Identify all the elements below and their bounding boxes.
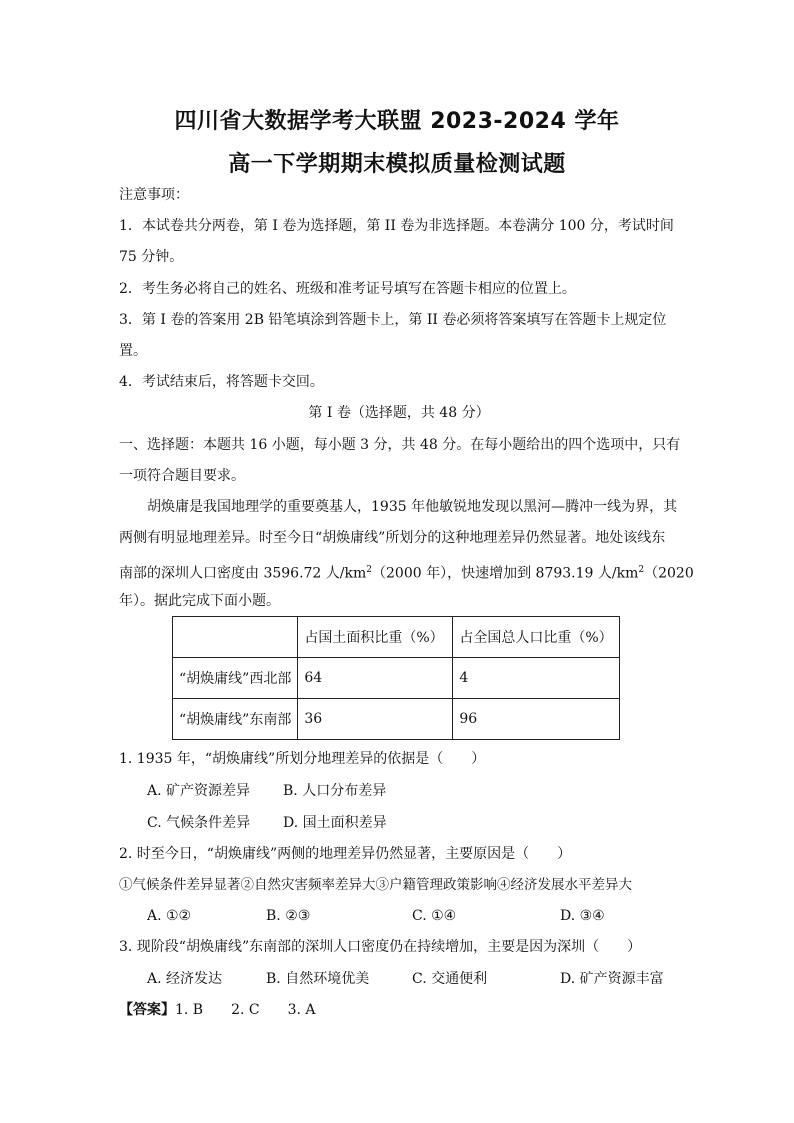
question-option[interactable]: D. 国土面积差异 xyxy=(283,815,387,831)
question-option[interactable]: B. 人口分布差异 xyxy=(283,783,387,799)
notice-item: 75 分钟。 xyxy=(119,249,184,265)
section-title: 第 I 卷（选择题，共 48 分） xyxy=(308,405,490,421)
notice-item: 1．本试卷共分两卷，第 I 卷为选择题，第 II 卷为非选择题。本卷满分 100 分，考试时间 xyxy=(119,218,674,234)
answer-line xyxy=(119,1001,679,1019)
exam-title-line1: 四川省大数据学考大联盟 2023-2024 学年 xyxy=(174,109,620,134)
question-stem: 2. 时至今日，“胡焕庸线”两侧的地理差异仍然显著，主要原因是（ ） xyxy=(119,846,572,862)
question-option[interactable]: A. 矿产资源差异 xyxy=(147,783,251,799)
passage-text: 胡焕庸是我国地理学的重要奠基人，1935 年他敏锐地发现以黑河—腾冲一线为界，其 xyxy=(147,499,678,515)
table-cell: 4 xyxy=(453,658,619,699)
question-option[interactable]: C. ①④ xyxy=(412,908,457,924)
table-header-cell: 占全国总人口比重（%） xyxy=(453,617,619,658)
population-area-table xyxy=(172,616,620,740)
answer-values: 1. B 2. C 3. A xyxy=(175,1002,316,1018)
question-option[interactable]: D. ③④ xyxy=(560,908,605,924)
question-option[interactable]: A. ①② xyxy=(147,908,192,924)
question-option[interactable]: A. 经济发达 xyxy=(147,971,223,987)
table-cell: 36 xyxy=(298,699,453,740)
question-statement: ①气候条件差异显著②自然灾害频率差异大③户籍管理政策影响④经济发展水平差异大 xyxy=(119,877,632,893)
notice-item: 3．第 I 卷的答案用 2B 铅笔填涂到答题卡上，第 II 卷必须将答案填写在答题卡上规定位 xyxy=(119,312,667,328)
notice-heading: 注意事项： xyxy=(119,187,189,203)
passage-text: 南部的深圳人口密度由 3596.72 人$/km^2(2000$ 年），快速增加到 8793.19 人$/km^2(2020$ xyxy=(119,565,694,582)
exam-title-line2: 高一下学期期末模拟质量检测试题 xyxy=(228,152,566,177)
question-option[interactable]: C. 气候条件差异 xyxy=(147,815,251,831)
notice-item: 置。 xyxy=(119,343,147,359)
table-cell: 96 xyxy=(453,699,619,740)
notice-item: 2．考生务必将自己的姓名、班级和准考证号填写在答题卡相应的位置上。 xyxy=(119,281,576,297)
notice-item: 4．考试结束后，将答题卡交回。 xyxy=(119,374,324,390)
question-stem: 1. 1935 年，“胡焕庸线”所划分地理差异的依据是（ ） xyxy=(119,751,486,767)
passage-text: 两侧有明显地理差异。时至今日“胡焕庸线”所划分的这种地理差异仍然显著。地处该线东 xyxy=(119,530,666,546)
passage-text: 年）。据此完成下面小题。 xyxy=(119,593,280,609)
table-cell: “胡焕庸线”东南部 xyxy=(173,699,298,740)
table-row xyxy=(173,658,620,699)
question-stem: 3. 现阶段“胡焕庸线”东南部的深圳人口密度仍在持续增加，主要是因为深圳（ ） xyxy=(119,939,642,955)
table-row xyxy=(173,699,620,740)
table-header-row xyxy=(173,617,620,658)
question-option[interactable]: B. 自然环境优美 xyxy=(266,971,370,987)
section-intro: 一、选择题：本题共 16 小题，每小题 3 分，共 48 分。在每小题给出的四个选项中，只有 xyxy=(119,437,681,453)
question-option[interactable]: D. 矿产资源丰富 xyxy=(560,971,664,987)
table-cell: “胡焕庸线”西北部 xyxy=(173,658,298,699)
table-header-cell xyxy=(173,617,298,658)
section-intro: 一项符合题目要求。 xyxy=(119,468,245,484)
question-option[interactable]: B. ②③ xyxy=(266,908,311,924)
question-option[interactable]: C. 交通便利 xyxy=(412,971,488,987)
table-header-cell: 占国土面积比重（%） xyxy=(298,617,453,658)
table-cell: 64 xyxy=(298,658,453,699)
answer-label: 【答案】 xyxy=(119,1002,175,1018)
